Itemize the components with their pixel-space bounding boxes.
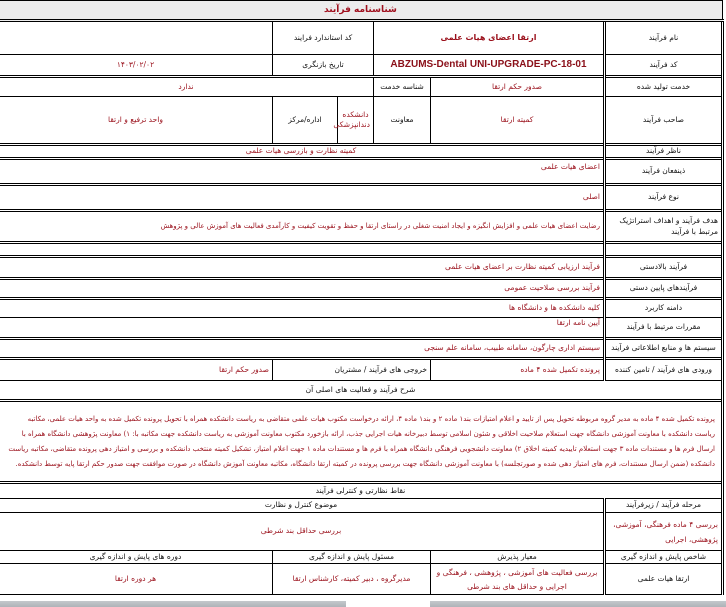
criteria-label: معیار پذیرش: [431, 551, 605, 564]
outputs-value: صدور حکم ارتقا: [0, 359, 273, 381]
service-value: صدور حکم ارتقا: [431, 77, 605, 97]
goal-value: رضایت اعضای هیات علمی و افزایش انگیزه و ایجاد امنیت شغلی در راستای ارتقا و حفظ و تقویت کیفیت و کارآمدی فعالیت های آموزش عالی و پژوهش: [0, 211, 605, 243]
upstream-value: فرآیند ارزیابی کمیته نظارت بر اعضای هیات علمی: [0, 257, 605, 279]
downstream-value: فرآیند بررسی صلاحیت عمومی: [0, 279, 605, 299]
revision-date-value: ۱۴۰۳/۰۲/۰۲: [0, 55, 273, 77]
description-heading: شرح فرآیند و فعالیت های اصلی آن: [0, 381, 723, 401]
beneficiaries-label: ذینفعان فرآیند: [605, 159, 723, 185]
owner-office: اداره/مرکز: [273, 97, 338, 145]
std-code-label: کد استاندارد فرایند: [273, 21, 374, 55]
systems-label: سیستم ها و منابع اطلاعاتی فرآیند: [605, 339, 723, 359]
stage-label: مرحله فرآیند / زیرفرآیند: [605, 499, 723, 513]
regulations-value: آیین نامه ارتقا: [0, 318, 605, 339]
systems-value: سیستم اداری چارگون، سامانه طبیب، سامانه علم سنجی: [0, 339, 605, 359]
overlay-gap: [346, 601, 430, 607]
service-id-value: ندارد: [0, 77, 374, 97]
goal-label: هدف فرآیند و اهداف استراتژیک مرتبط با فرآیند: [605, 211, 723, 243]
std-code-value: [0, 21, 273, 55]
process-code-text: ABZUMS-Dental UNI-UPGRADE-PC-18-01: [390, 59, 587, 71]
responsible-label: مسئول پایش و اندازه گیری: [273, 551, 431, 564]
subject-value: بررسی حداقل بند شرطی: [0, 513, 605, 551]
control-heading: نقاط نظارتی و کنترلی فرآیند: [0, 483, 723, 499]
owner-deputy: معاونت: [374, 97, 431, 145]
criteria-value: بررسی فعالیت های آموزشی ، پژوهشی ، فرهنگی و اجرایی و حداقل های بند شرطی: [431, 564, 605, 595]
outputs-label: خروجی های فرآیند / مشتریان: [273, 359, 431, 381]
inputs-value: پرونده تکمیل شده ۴ ماده: [431, 359, 605, 381]
scope-label: دامنه کاربرد: [605, 299, 723, 318]
responsible-value: مدیرگروه ، دبیر کمیته، کارشناس ارتقا: [273, 564, 431, 595]
upstream-label: فرآیند بالادستی: [605, 257, 723, 279]
kpi-label: شاخص پایش و اندازه گیری: [605, 551, 723, 564]
type-label: نوع فرآیند: [605, 185, 723, 211]
service-id-label: شناسه خدمت: [374, 77, 431, 97]
owner-unit: واحد ترفیع و ارتقا: [0, 97, 273, 145]
sheet-title: شناسنامه فرآیند: [0, 1, 723, 21]
type-value: اصلی: [0, 185, 605, 211]
service-label: خدمت تولید شده: [605, 77, 723, 97]
owner-committee: کمیته ارتقا: [431, 97, 605, 145]
supervisor-value: کمیته نظارت و بازرسی هیات علمی: [0, 145, 605, 159]
process-code-label: کد فرآیند: [605, 55, 723, 77]
process-code-value: [374, 55, 605, 77]
period-label: دوره های پایش و اندازه گیری: [0, 551, 273, 564]
stage-value: بررسی ۴ ماده فرهنگی، آموزشی، پژوهشی، اجرایی: [605, 513, 723, 551]
description-text: پرونده تکمیل شده ۴ ماده به مدیر گروه مربوطه تحویل پس از تایید و اعلام امتیازات بند۱ ماده ۲ و بند۱ ماده ۴، ارائه درخواست مکتوب هیات علمی متقاضی به ریاست دانشکده همراه با تحویل پرونده تکمیل شده به واحد هیات علمی، مکاتبه ریاست دانشکده با معاونت آموزشی دانشگاه جهت استعلام صلاحیت اخلاقی و شئون اسلامی توسط دبیرخانه هیات اجرایی جذب، ارائه بازخورد مکتوب معاونت آموزشی به ریاست دانشکده جهت مکاتبه با: ۱) معاونت پژوهشی دانشگاه همراه با ارسال فرم ها و مستندات ماده ۳ جهت استعلام تاییدیه کمیته اخلاق ۲) معاونت دانشجویی فرهنگی دانشگاه همراه با فرم ها و مستندات ماده ۱ جهت اعلام امتیاز، تشکیل کمیته منتخب دانشکده و بررسی و امتیاز دهی پرونده متقاضی، مکاتبه ریاست دانشکده (ضمن ارسال مستندات، فرم های امتیاز دهی شده و صورتجلسه) با معاونت آموزشی دانشگاه جهت بررسی پرونده در کمیته ارتقا دانشگاه، مکاتبه معاونت آموزش دانشگاه در صورت موافقت جهت صدور حکم ارتقا پایه توسط دانشکده.: [0, 401, 723, 483]
inputs-label: ورودی های فرآیند / تامین کننده: [605, 359, 723, 381]
process-name-value: ارتقا اعضای هیات علمی: [374, 21, 605, 55]
downstream-label: فرآیندهای پایین دستی: [605, 279, 723, 299]
process-name-label: نام فرآیند: [605, 21, 723, 55]
regulations-label: مقررات مرتبط با فرآیند: [605, 318, 723, 339]
revision-date-label: تاریخ بازنگری: [273, 55, 374, 77]
supervisor-label: ناظر فرآیند: [605, 145, 723, 159]
period-value: هر دوره ارتقا: [0, 564, 273, 595]
subject-label: موضوع کنترل و نظارت: [0, 499, 605, 513]
kpi-value: ارتقا هیات علمی: [605, 564, 723, 595]
scope-value: کلیه دانشکده ها و دانشگاه ها: [0, 299, 605, 318]
owner-label: صاحب فرآیند: [605, 97, 723, 145]
owner-faculty: دانشکده دندانپزشکی: [338, 97, 374, 145]
beneficiaries-value: اعضای هیات علمی: [0, 159, 605, 185]
